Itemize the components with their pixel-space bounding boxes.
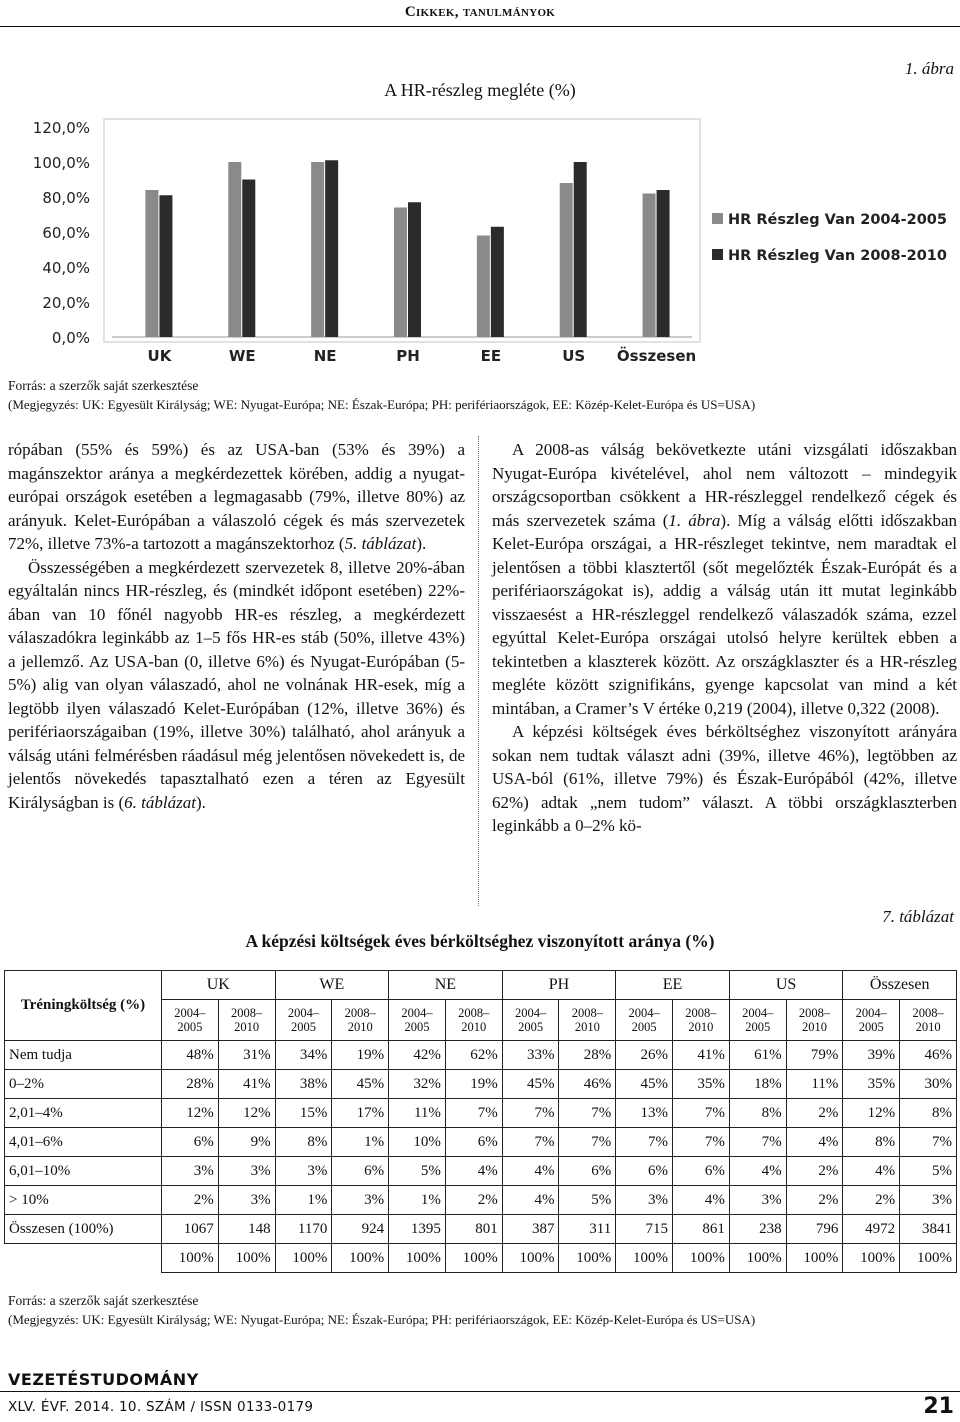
x-tick-label: PH bbox=[396, 347, 420, 365]
table-cell: 715 bbox=[616, 1215, 673, 1244]
figure-note: (Megjegyzés: UK: Egyesült Királyság; WE: Nyugat-Európa; NE: Észak-Európa; PH: perifériaországok, EE: Közép-Kelet-Európa és US=USA) bbox=[8, 397, 756, 412]
table-cell: 4% bbox=[445, 1157, 502, 1186]
table-cell: 100% bbox=[445, 1244, 502, 1273]
table-cell: 3% bbox=[162, 1157, 219, 1186]
table-cell: 35% bbox=[843, 1070, 900, 1099]
y-tick-label: 80,0% bbox=[42, 189, 90, 207]
table-corner-label: Tréningköltség (%) bbox=[5, 971, 162, 1041]
figure-number: 1. ábra bbox=[904, 59, 954, 78]
table-cell: 4% bbox=[502, 1157, 559, 1186]
table-cell: 46% bbox=[900, 1041, 957, 1070]
bar-UK-1 bbox=[159, 195, 172, 337]
y-tick-label: 40,0% bbox=[42, 259, 90, 277]
table-cell: 2% bbox=[786, 1099, 843, 1128]
table-cell: 5% bbox=[900, 1157, 957, 1186]
table-period-header-cell: 2004– 2005 bbox=[162, 1000, 219, 1041]
table-cell: 28% bbox=[162, 1070, 219, 1099]
x-tick-label: WE bbox=[228, 347, 256, 365]
table-cell: 11% bbox=[786, 1070, 843, 1099]
bar-US-1 bbox=[574, 162, 587, 337]
bar-EE-0 bbox=[477, 236, 490, 338]
table-cell: 100% bbox=[332, 1244, 389, 1273]
training-cost-table bbox=[4, 970, 957, 1273]
table-cell: 1% bbox=[275, 1186, 332, 1215]
bar-chart bbox=[0, 105, 960, 375]
table-cell: 4972 bbox=[843, 1215, 900, 1244]
table-cell: 7% bbox=[729, 1128, 786, 1157]
table-cell: 41% bbox=[673, 1041, 730, 1070]
table-row bbox=[5, 1128, 957, 1157]
table-row bbox=[5, 1244, 957, 1273]
table-cell: 35% bbox=[673, 1070, 730, 1099]
y-tick-label: 100,0% bbox=[32, 154, 90, 172]
row-label: 0–2% bbox=[5, 1070, 162, 1099]
legend-label: HR Részleg Van 2004-2005 bbox=[728, 212, 947, 228]
table-cell: 11% bbox=[389, 1099, 446, 1128]
table-group-header-cell: WE bbox=[275, 971, 389, 1000]
table-period-header-cell: 2004– 2005 bbox=[389, 1000, 446, 1041]
table-cell: 28% bbox=[559, 1041, 616, 1070]
table-cell: 7% bbox=[673, 1099, 730, 1128]
table-cell: 8% bbox=[275, 1128, 332, 1157]
table-row bbox=[5, 1070, 957, 1099]
table-cell: 12% bbox=[218, 1099, 275, 1128]
table-period-header-cell: 2008– 2010 bbox=[218, 1000, 275, 1041]
table-cell: 7% bbox=[559, 1128, 616, 1157]
table-cell: 100% bbox=[502, 1244, 559, 1273]
table-cell: 7% bbox=[616, 1128, 673, 1157]
issue-info: XLV. ÉVF. 2014. 10. SZÁM / ISSN 0133-0179 bbox=[8, 1399, 314, 1415]
table-cell: 5% bbox=[559, 1186, 616, 1215]
table-cell: 6% bbox=[332, 1157, 389, 1186]
table-cell: 13% bbox=[616, 1099, 673, 1128]
table-period-header-cell: 2008– 2010 bbox=[332, 1000, 389, 1041]
right-paragraph-2: A képzési költségek éves bérköltséghez viszonyított arányára sokan nem tudtak választ adni (39%, illetve 46%), legtöbben az USA-ból (61%, illetve 79%) és Észak-Európából (42%, illetve 62%) adtak „nem tudom” választ. A többi országklaszterben leginkább a 0–2% kö- bbox=[492, 722, 957, 835]
table-cell: 6% bbox=[445, 1128, 502, 1157]
table-cell: 19% bbox=[445, 1070, 502, 1099]
table-cell: 100% bbox=[389, 1244, 446, 1273]
table-cell: 12% bbox=[843, 1099, 900, 1128]
row-label: 4,01–6% bbox=[5, 1128, 162, 1157]
table-cell: 39% bbox=[843, 1041, 900, 1070]
table-cell: 3% bbox=[616, 1186, 673, 1215]
bar-PH-1 bbox=[408, 202, 421, 337]
table-cell: 1% bbox=[332, 1128, 389, 1157]
table-cell: 48% bbox=[162, 1041, 219, 1070]
table-period-header-cell: 2004– 2005 bbox=[616, 1000, 673, 1041]
table-cell: 26% bbox=[616, 1041, 673, 1070]
right-column bbox=[492, 438, 957, 838]
legend-swatch bbox=[712, 213, 723, 224]
table-cell: 238 bbox=[729, 1215, 786, 1244]
table-cell: 796 bbox=[786, 1215, 843, 1244]
table-cell: 18% bbox=[729, 1070, 786, 1099]
table-cell: 311 bbox=[559, 1215, 616, 1244]
table-row bbox=[5, 1041, 957, 1070]
y-tick-label: 0,0% bbox=[51, 329, 90, 347]
table-cell: 7% bbox=[502, 1128, 559, 1157]
y-tick-label: 120,0% bbox=[32, 119, 90, 137]
left-column bbox=[8, 438, 465, 814]
table-row bbox=[5, 1186, 957, 1215]
header-rule bbox=[0, 26, 960, 27]
table-cell: 100% bbox=[218, 1244, 275, 1273]
table-period-header-cell: 2008– 2010 bbox=[786, 1000, 843, 1041]
table-cell: 45% bbox=[502, 1070, 559, 1099]
table-cell: 9% bbox=[218, 1128, 275, 1157]
table-period-header-cell: 2004– 2005 bbox=[502, 1000, 559, 1041]
table-cell: 19% bbox=[332, 1041, 389, 1070]
table-cell: 10% bbox=[389, 1128, 446, 1157]
table-cell: 100% bbox=[559, 1244, 616, 1273]
table-title: A képzési költségek éves bérköltséghez viszonyított aránya (%) bbox=[245, 931, 715, 951]
table-group-header-cell: EE bbox=[616, 971, 730, 1000]
table-group-header-cell: UK bbox=[162, 971, 276, 1000]
figure-source: Forrás: a szerzők saját szerkesztése bbox=[8, 378, 199, 393]
table-group-header-cell: NE bbox=[389, 971, 503, 1000]
row-label: 6,01–10% bbox=[5, 1157, 162, 1186]
table-cell: 8% bbox=[900, 1099, 957, 1128]
table-cell: 5% bbox=[389, 1157, 446, 1186]
journal-name: VEZETÉSTUDOMÁNY bbox=[8, 1370, 199, 1389]
table-row bbox=[5, 1215, 957, 1244]
table-cell: 34% bbox=[275, 1041, 332, 1070]
table-source: Forrás: a szerzők saját szerkesztése bbox=[8, 1293, 199, 1308]
table-cell: 4% bbox=[673, 1186, 730, 1215]
table-cell: 15% bbox=[275, 1099, 332, 1128]
left-paragraph-2: Összességében a megkérdezett szervezetek 8, illetve 20%-ában egyáltalán nincs HR-részleg, és (mindkét időpont esetében) 22%-ában van 10 főnél nagyobb HR-es részleg, a megkérdezett válaszadókra leginkább az 1–5 fős HR-es stáb (50%, illetve 43%) a jellemző. Az USA-ban (0, illetve 6%) és Nyugat-Európában (5-5%) alig van olyan válaszadó, ahol ne volnának HR-esek, míg a legtöbb ilyen válaszadó Kelet-Európában (12%, illetve 36%) és perifériaországaiban (19%, illetve 30%) található, ahol arányuk a válság utáni felmérésben ráadásul még jelentősen növekedett is, de jelentős növekedés tapasztalható ezen a téren az Egyesült Királyságban is (6. táblázat). bbox=[8, 557, 465, 812]
table-cell: 38% bbox=[275, 1070, 332, 1099]
table-cell: 100% bbox=[162, 1244, 219, 1273]
table-cell: 3% bbox=[275, 1157, 332, 1186]
x-tick-label: US bbox=[562, 347, 586, 365]
table-cell: 42% bbox=[389, 1041, 446, 1070]
table-cell: 2% bbox=[162, 1186, 219, 1215]
table-cell: 861 bbox=[673, 1215, 730, 1244]
table-cell: 148 bbox=[218, 1215, 275, 1244]
table-cell: 17% bbox=[332, 1099, 389, 1128]
table-cell: 4% bbox=[729, 1157, 786, 1186]
table-cell: 100% bbox=[900, 1244, 957, 1273]
table-cell: 6% bbox=[162, 1128, 219, 1157]
table-cell: 3% bbox=[729, 1186, 786, 1215]
table-cell: 6% bbox=[616, 1157, 673, 1186]
page-number: 21 bbox=[923, 1394, 954, 1419]
bar-US-0 bbox=[560, 183, 573, 337]
table-cell: 2% bbox=[786, 1157, 843, 1186]
table-cell: 4% bbox=[786, 1128, 843, 1157]
table-cell: 100% bbox=[275, 1244, 332, 1273]
table-cell: 45% bbox=[332, 1070, 389, 1099]
x-tick-label: NE bbox=[313, 347, 337, 365]
figure-title: A HR-részleg megléte (%) bbox=[384, 80, 576, 100]
table-period-header-cell: 2004– 2005 bbox=[729, 1000, 786, 1041]
bar-WE-0 bbox=[228, 162, 241, 337]
x-tick-label: UK bbox=[147, 347, 172, 365]
table-cell: 61% bbox=[729, 1041, 786, 1070]
table-cell: 801 bbox=[445, 1215, 502, 1244]
table-period-header-cell: 2004– 2005 bbox=[275, 1000, 332, 1041]
table-cell: 2% bbox=[786, 1186, 843, 1215]
table-cell: 3841 bbox=[900, 1215, 957, 1244]
table-cell: 6% bbox=[673, 1157, 730, 1186]
table-reference: 5. táblázat bbox=[344, 534, 417, 553]
table-reference: 6. táblázat bbox=[124, 792, 196, 812]
bar-Összesen-1 bbox=[657, 190, 670, 337]
footer-rule bbox=[0, 1391, 960, 1392]
table-cell: 7% bbox=[445, 1099, 502, 1128]
table-cell: 79% bbox=[786, 1041, 843, 1070]
bar-UK-0 bbox=[145, 190, 158, 337]
x-tick-label: EE bbox=[480, 347, 502, 365]
table-cell: 1395 bbox=[389, 1215, 446, 1244]
table-cell: 31% bbox=[218, 1041, 275, 1070]
figure-reference: 1. ábra bbox=[668, 510, 721, 530]
table-cell: 62% bbox=[445, 1041, 502, 1070]
table-cell: 1067 bbox=[162, 1215, 219, 1244]
table-cell: 4% bbox=[843, 1157, 900, 1186]
table-period-header-cell: 2008– 2010 bbox=[900, 1000, 957, 1041]
table-cell: 2% bbox=[843, 1186, 900, 1215]
table-cell: 45% bbox=[616, 1070, 673, 1099]
table-cell: 7% bbox=[673, 1128, 730, 1157]
table-cell: 8% bbox=[729, 1099, 786, 1128]
legend-swatch bbox=[712, 249, 723, 260]
table-cell: 8% bbox=[843, 1128, 900, 1157]
table-period-header-cell: 2004– 2005 bbox=[843, 1000, 900, 1041]
table-cell: 3% bbox=[900, 1186, 957, 1215]
row-label: > 10% bbox=[5, 1186, 162, 1215]
table-period-header-cell: 2008– 2010 bbox=[445, 1000, 502, 1041]
row-label: Nem tudja bbox=[5, 1041, 162, 1070]
bar-EE-1 bbox=[491, 227, 504, 337]
table-cell: 30% bbox=[900, 1070, 957, 1099]
table-cell: 12% bbox=[162, 1099, 219, 1128]
table-group-header bbox=[5, 971, 957, 1000]
table-group-header-cell: PH bbox=[502, 971, 616, 1000]
table-cell: 1170 bbox=[275, 1215, 332, 1244]
bar-NE-1 bbox=[325, 160, 338, 337]
table-cell: 41% bbox=[218, 1070, 275, 1099]
table-period-header-cell: 2008– 2010 bbox=[673, 1000, 730, 1041]
table-cell: 100% bbox=[729, 1244, 786, 1273]
table-cell: 100% bbox=[616, 1244, 673, 1273]
table-cell: 100% bbox=[843, 1244, 900, 1273]
table-row bbox=[5, 1099, 957, 1128]
table-cell: 32% bbox=[389, 1070, 446, 1099]
bar-PH-0 bbox=[394, 208, 407, 338]
row-label: 2,01–4% bbox=[5, 1099, 162, 1128]
table-note: (Megjegyzés: UK: Egyesült Királyság; WE: Nyugat-Európa; NE: Észak-Európa; PH: perifériaországok, EE: Közép-Kelet-Európa és US=USA) bbox=[8, 1312, 756, 1327]
legend-label: HR Részleg Van 2008-2010 bbox=[728, 248, 947, 264]
table-cell: 100% bbox=[673, 1244, 730, 1273]
left-paragraph-1: rópában (55% és 59%) és az USA-ban (53% és 39%) a magánszektor aránya a megkérdezettek körében, addig a nyugat-európai országok esetében a legmagasabb (79%, illetve 80%) az arányuk. Kelet-Európában a válaszoló cégek és más szervezetek 72%, illetve 73%-a tartozott a magánszektorhoz (5. táblázat). bbox=[8, 440, 465, 553]
table-number: 7. táblázat bbox=[882, 907, 954, 926]
table-cell: 3% bbox=[218, 1186, 275, 1215]
table-cell: 924 bbox=[332, 1215, 389, 1244]
table-cell: 4% bbox=[502, 1186, 559, 1215]
table-cell: 33% bbox=[502, 1041, 559, 1070]
column-divider bbox=[478, 436, 479, 906]
bar-WE-1 bbox=[242, 180, 255, 338]
right-paragraph-1: A 2008-as válság bekövetkezte utáni vizsgálati időszakban Nyugat-Európa kivételével, ahol nem változott – mindegyik országcsoportban csökkent a HR-részleggel rendelkező cégek és más szervezetek száma (1. ábra). Míg a válság előtti időszakban Kelet-Európa országai, a HR-részleget tekintve, nem maradtak el jelentősen a többi klasztertől (sőt megelőzték Észak-Európát és a perifériaországokat is), addig a válság után itt mutat leginkább visszaesést a HR-részleggel rendelkező válaszadók száma, ezzel egyúttal Kelet-Európa országai utolsó helyre kerültek ebben a tekintetben a klaszterek között. Az országklaszter és a HR-részleg megléte között szignifikáns, gyenge kapcsolat van mind a két mintában, a Cramer’s V értéke 0,219 (2004), illetve 0,322 (2008). bbox=[492, 440, 957, 718]
table-cell: 7% bbox=[502, 1099, 559, 1128]
table-cell: 2% bbox=[445, 1186, 502, 1215]
bar-Összesen-0 bbox=[643, 194, 656, 338]
bar-NE-0 bbox=[311, 162, 324, 337]
table-cell: 100% bbox=[786, 1244, 843, 1273]
table-group-header-cell: Összesen bbox=[843, 971, 957, 1000]
table-row bbox=[5, 1157, 957, 1186]
table-cell: 6% bbox=[559, 1157, 616, 1186]
table-group-header-cell: US bbox=[729, 971, 843, 1000]
table-cell: 7% bbox=[559, 1099, 616, 1128]
table-cell: 7% bbox=[900, 1128, 957, 1157]
y-tick-label: 20,0% bbox=[42, 294, 90, 312]
row-label bbox=[5, 1244, 162, 1273]
x-tick-label: Összesen bbox=[616, 347, 697, 365]
table-cell: 387 bbox=[502, 1215, 559, 1244]
table-period-header-cell: 2008– 2010 bbox=[559, 1000, 616, 1041]
table-cell: 3% bbox=[218, 1157, 275, 1186]
row-label: Összesen (100%) bbox=[5, 1215, 162, 1244]
y-tick-label: 60,0% bbox=[42, 224, 90, 242]
table-cell: 46% bbox=[559, 1070, 616, 1099]
table-cell: 3% bbox=[332, 1186, 389, 1215]
table-cell: 1% bbox=[389, 1186, 446, 1215]
running-head: Cikkek, tanulmányok bbox=[404, 4, 556, 20]
